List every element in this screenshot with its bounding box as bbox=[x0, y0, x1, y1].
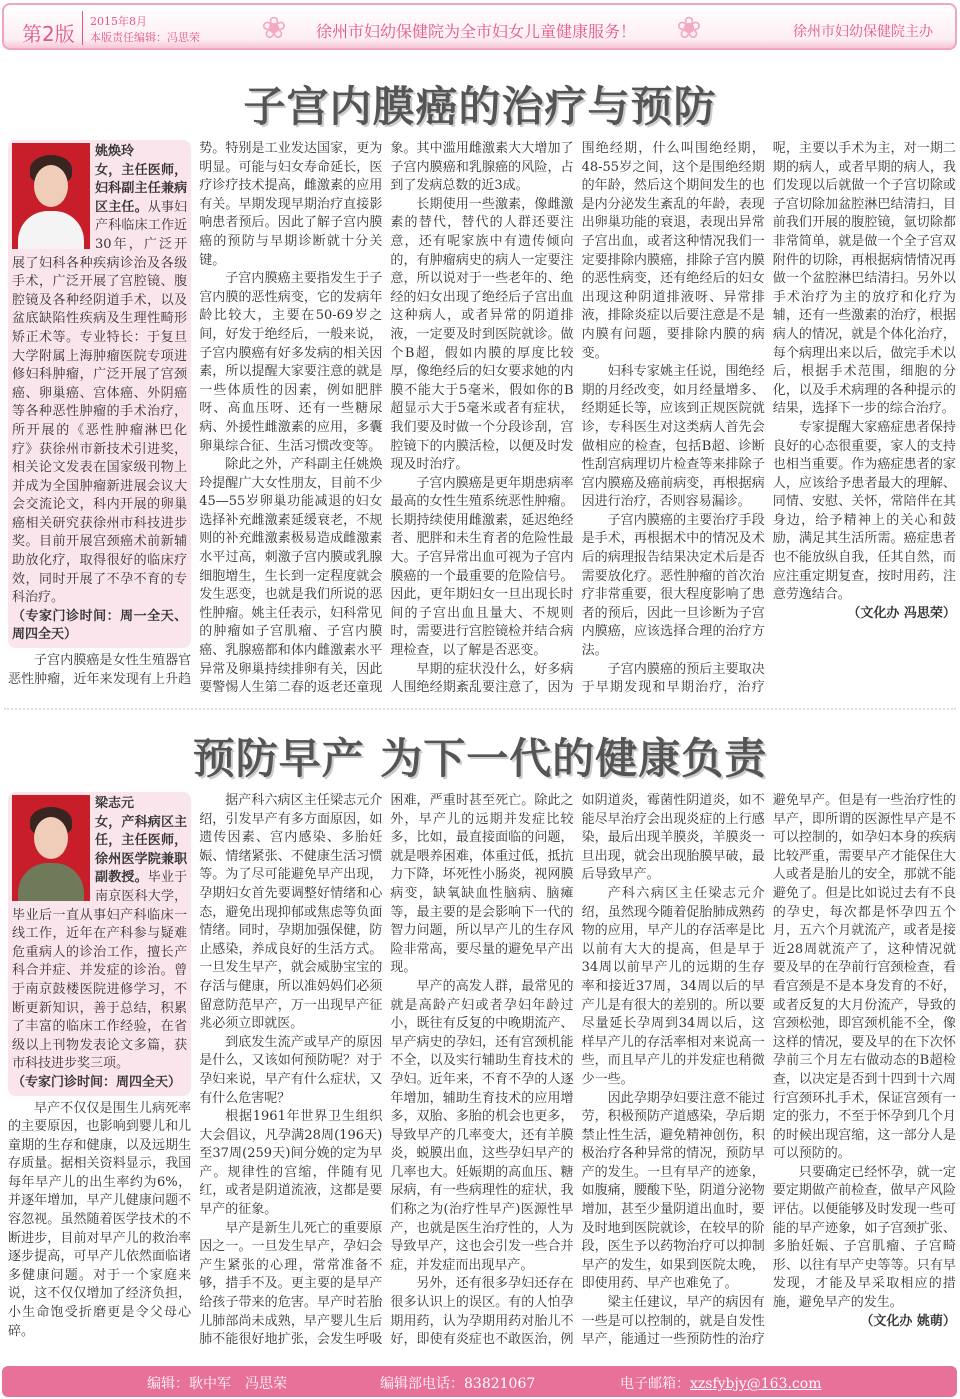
masthead bbox=[2, 3, 957, 50]
expert-name: 姚焕玲 bbox=[95, 144, 135, 159]
responsible-editor: 本版责任编辑：冯思荣 bbox=[90, 31, 200, 44]
email-link[interactable]: xzsfybjy@163.com bbox=[690, 1376, 822, 1392]
slogan: 徐州市妇幼保健院为全市妇女儿童健康服务！ bbox=[316, 22, 637, 41]
expert-name: 梁志元 bbox=[95, 796, 135, 811]
paragraph: 子宫内膜癌主要指发生于子宫内膜的恶性病变，它的发病年龄比较大，主要在50-69岁之间，好发于绝经后，一般来说，子宫内膜癌有好多发病的相关因素，所以提醒大家要注意的就是一些体质性的因素，例如肥胖呀、高血压呀、还有一些糖尿病、外援性雌激素的应用，多囊卵巢综合征、生活习惯改变等。 bbox=[199, 271, 383, 454]
footer-phone: 编辑部电话：83821067 bbox=[380, 1376, 536, 1392]
paragraph: 早产是新生儿死亡的重要原因之一。一旦发生早产，孕妇会产生紧张的心理，常常准备不够，措手不及。更主要的是早产给孩子带来的危害。早产时若胎儿肺部尚未成熟，早产婴儿生后肺不能很好地扩张，会发生呼吸困难，严重时甚至死亡。除此之外，早产儿的远期并发症比较多，比如，最直接面临的问题，就是喂养困难，体重过低，抵抗力下降，坏死性小肠炎，视网膜病变，缺氧缺血性脑病、脑瘫等，最主要的是会影响下一代的智力问题，所以早产儿的生存风险非常高，要尽量的避免早产出现。 bbox=[199, 793, 574, 1348]
paragraph: 早产的高发人群，最常见的就是高龄产妇或者孕妇年龄过小，既往有反复的中晚期流产、早产病史的孕妇，还有宫颈机能不全，以及实行辅助生育技术的孕妇。近年来，不育不孕的人逐年增加，辅助生育技术的应用增多，双胎、多胎的机会也更多，导致早产的几率变大，还有羊膜炎，蜕膜出血，这些孕妇早产的几率也大。妊娠期的高血压、糖尿病，有一些病理性的症状，我们称之为(治疗性早产)医源性早产，也就是医生治疗性的，人为导致早产，这也会引发一些合并症，并发症而出现早产。 bbox=[390, 978, 574, 1273]
paragraph: 子宫内膜癌的主要治疗手段是手术，再根据术中的情况及术后的病理报告结果决定术后是否需要放化疗。恶性肿瘤的首次治疗非常重要，很大程度影响了患者的预后，因此一旦诊断为子宫内膜癌，应该选择合理的治疗方法。 bbox=[581, 512, 765, 659]
sponsor: 徐州市妇幼保健院主办 bbox=[793, 24, 933, 40]
paragraph: 专家提醒大家癌症患者保持良好的心态很重要，家人的支持也相当重要。作为癌症患者的家人，应该给予患者最大的理解、同情、安慰、关怀，常陪伴在其身边，给予精神上的关心和鼓励，满足其生活所需。癌症患者也不能放纵自我，任其自然，而应注重定期复查，按时用药，注意劳逸结合。 bbox=[772, 419, 956, 603]
paragraph: 产科六病区主任梁志元介绍，虽然现今随着促胎肺成熟药物的应用，早产儿的存活率是比以前有大大的提高，但是早于34周以前早产儿的远期的生存率和接近37周，34周以后的早产儿是有很大的差别的。所以要尽量延长孕周到34周以后，这样早产儿的存活率相对来说高一些，而且早产儿的并发症也稍微少一些。 bbox=[581, 885, 765, 1087]
paragraph: 早期的症状没什么，好多病人围绝经期紊乱要注意了，因为围绝经期，什么叫围绝经期，48-55岁之间，这个是围绝经期的年龄，然后这个期间发生的也是内分泌发生紊乱的年龄，表现出卵巢功能的衰退，表现出异常子宫出血，或者这种情况我们一定要排除内膜癌，排除子宫内膜的恶性病变，还有绝经后的妇女出现这种阴道排液呀、异常排液，排除炎症以后要注意是不是内膜有问题，要排除内膜的病变。 bbox=[390, 141, 765, 696]
paragraph: 因此孕期孕妇要注意不能过劳，积极预防产道感染，孕后期禁止性生活，避免精神创伤，积极治疗各种异常的情况，预防早产的发生。一旦有早产的迹象，如腹痛，腰酸下坠，阴道分泌物增加，甚至少量阴道出血时，要及时地到医院就诊，在较早的阶段，医生予以药物治疗可以抑制早产的发生，如果到医院太晚，即使用药、早产也难免了。 bbox=[581, 1090, 765, 1292]
clinic-hours: （专家门诊时间：周一全天、周四全天） bbox=[12, 608, 188, 643]
footer-bar bbox=[2, 1366, 957, 1397]
article2-title: 预防早产 为下一代的健康负责 bbox=[192, 734, 768, 783]
expert-bio bbox=[8, 140, 191, 648]
section-divider bbox=[4, 708, 956, 710]
issue-date: 2015年8月 bbox=[90, 15, 147, 28]
paragraph: 妇科专家姚主任说，围绝经期的月经改变，如月经量增多、经期延长等，应该到正规医院就诊，专科医生对这类病人首先会做相应的检查，包括B超、诊断性刮宫病理切片检查等来排除子宫内膜癌及癌前病变，再根据病因进行治疗，否则容易漏诊。 bbox=[581, 364, 765, 510]
expert-photo bbox=[12, 143, 90, 249]
paragraph: 子宫内膜癌是更年期患病率最高的女性生殖系统恶性肿瘤。长期持续使用雌激素，延迟绝经者、肥胖和未生育者的危险性最大。子宫异常出血可视为子宫内膜癌的一个最重要的危险信号。因此，更年期妇女一旦出现长时间的子宫出血且量大、不规则时，需要进行宫腔镜检并结合病理检查，以了解是否恶变。 bbox=[390, 475, 574, 659]
footer-email bbox=[620, 1373, 821, 1393]
expert-bio bbox=[8, 792, 191, 1096]
expert-title: 女，产科病区主任，主任医师，徐州医学院兼职副教授。 bbox=[95, 814, 188, 886]
byline: （文化办 冯思荣） bbox=[847, 605, 956, 621]
paragraph: 梁主任建议，早产的病因有一些是可以控制的，就是自发性早产，能通过一些预防性的治疗避免早产。但是有一些治疗性的早产，即所谓的医源性早产是不可以控制的，如孕妇本身的疾病比较严重，需要早产才能保住大人或者是胎儿的安全，那就不能避免了。但是比如说过去有不良的孕史，每次都是怀孕四五个月，五六个月就流产，或者是接近28周就流产了，这种情况就要及早的在孕前行宫颈检查，看看宫颈是不是本身发育的不好，或者反复的大月份流产，导致的宫颈松弛，即宫颈机能不全，像这样的情况，要及早的在下次怀孕前三个月左右做动态的B超检查，以决定是否到十四到十六周行宫颈环扎手术，保证宫颈有一定的张力，不至于怀孕到几个月的时候出现宫缩，这一部分人是可以预防的。 bbox=[581, 793, 956, 1348]
expert-description: 从事妇产科临床工作近30年，广泛开展了妇科各种疾病诊治及各级手术，广泛开展了宫腔镜、腹腔镜及各种经阴道手术，以及盆底缺陷性疾病及生理性畸形矫正术等。专业特长：于复旦大学附属上海肿瘤医院专项进修妇科肿瘤，广泛开展了宫颈癌、卵巢癌、宫体癌、外阴癌等各种恶性肿瘤的手术治疗，所开展的《恶性肿瘤淋巴化疗》获徐州市新技术引进奖，相关论文发表在国家级刊物上并成为全国肿瘤新进展会议大会交流论文，科内开展的卵巢癌相关研究获徐州市科技进步奖。目前开展宫颈癌术前新辅助放化疗，取得很好的临床疗效，同时开展了不孕不育的专科治疗。 bbox=[12, 199, 188, 606]
cartoon-mother-child-icon: ❀ bbox=[676, 11, 702, 46]
divider bbox=[82, 11, 83, 45]
paragraph: 早产不仅仅是围生儿病死率的主要原因，也影响到婴儿和儿童期的生存和健康，以及远期生存质量。据相关资料显示，我国每年早产儿的出生率约为6%，并逐年增加，早产儿健康问题不容忽视。虽然随着医学技术的不断进步，目前对早产儿的救治率逐步提高，可早产儿依然面临诸多健康问题。对于一个家庭来说，这不仅仅增加了经济负担，小生命饱受折磨更是令父母心碎。 bbox=[8, 1100, 192, 1339]
paragraph: 长期使用一些激素，像雌激素的替代，替代的人群还要注意，还有呢家族中有遗传倾向的，有肿瘤病史的病人一定要注意，所以说对于一些老年的、绝经的妇女出现了绝经后子宫出血这种病人，或者异常的阴道排液，一定要及时到医院就诊。做个B超，假如内膜的厚度比较厚，像绝经后的妇女要求她的内膜不能大于5毫米，假如你的B超显示大于5毫米或者有症状，我们要及时做一个分段诊刮，宫腔镜下的内膜活检，以便及时发现及时治疗。 bbox=[390, 196, 574, 473]
expert-description: 毕业于南京医科大学，毕业后一直从事妇产科临床一线工作，近年在产科参与疑难危重病人的诊治工作，擅长产科合并症、并发症的诊治。曾于南京鼓楼医院进修学习，不断更新知识，善于总结，积累了丰富的临床工作经验，在省级以上刊物发表论文多篇，获市科技进步奖三项。 bbox=[12, 870, 188, 1072]
paragraph: 据产科六病区主任梁志元介绍，引发早产有多方面原因，如遗传因素、宫内感染、多胎妊娠、情绪紧张、不健康生活习惯等。为了尽可能避免早产出现，孕期妇女首先要调整好情绪和心态，避免出现抑郁或焦虑等负面情绪。同时，孕期加强保健，防止感染，养成良好的生活方式。一旦发生早产，就会威胁宝宝的存活与健康，所以准妈妈们必须留意防范早产，万一出现早产征兆必须立即就医。 bbox=[199, 793, 383, 1032]
paragraph: 除此之外，产科副主任姚焕玲提醒广大女性朋友，目前不少45—55岁卵巢功能减退的妇女选择补充雌激素延缓衰老，不规则的补充雌激素极易造成雌激素水平过高，刺激子宫内膜或乳腺细胞增生，生长到一定程度就会发生恶变，也就是我们所说的恶性肿瘤。姚主任表示，妇科常见的肿瘤如子宫肌瘤、子宫内膜癌、乳腺癌都和体内雌激素水平异常及卵巢持续排卵有关，因此要警惕人生第二春的返老还童现象。其中滥用雌激素大大增加了子宫内膜癌和乳腺癌的风险，占到了发病总数的近3成。 bbox=[199, 141, 574, 696]
paragraph: 根据1961年世界卫生组织大会倡议，凡孕满28周(196天)至37周(259天)间分娩的定为早产。规律性的宫缩，伴随有见红，或者是阴道流液，这都是要早产的征象。 bbox=[199, 1109, 383, 1218]
expert-title: 女，主任医师，妇科副主任兼病区主任。 bbox=[95, 162, 188, 215]
paragraph: 到底发生流产或早产的原因是什么，又该如何预防呢？对于孕妇来说，早产有什么症状，又有什么危害呢？ bbox=[199, 1034, 383, 1106]
expert-photo bbox=[12, 795, 90, 901]
byline: （文化办 姚萌） bbox=[860, 1313, 956, 1329]
edition-number: 第2版 bbox=[22, 22, 75, 46]
article2-body bbox=[8, 792, 956, 1364]
clinic-hours: （专家门诊时间：周四全天） bbox=[12, 1074, 182, 1090]
paragraph: 子宫内膜癌的预后主要取决于早期发现和早期治疗，治疗呢，主要以手术为主，对一期二期的病人，或者早期的病人，我们发现以后就做一个子宫切除或子宫切除加盆腔淋巴结清扫，目前我们开展的腹腔镜，氩切除都非常简单，就是做一个全子宫双附件的切除，再根据病情情况再做一个盆腔淋巴结清扫。另外以手术治疗为主的放疗和化疗为辅，还有一些激素的治疗，根据病人的情况，就是个体化治疗，每个病理出来以后，做完手术以后，根据手术范围，细胞的分化，以及手术病理的各种提示的结果，选择下一步的综合治疗。 bbox=[581, 141, 956, 696]
article1-body bbox=[8, 140, 956, 704]
paragraph: 子宫内膜癌是女性生殖器官恶性肿瘤，近年来发现有上升趋势。特别是工业发达国家，更为明显。可能与妇女寿命延长，医疗诊疗技术提高，雌激素的应用有关。早期发现早期治疗直接影响患者预后。因此了解子宫内膜癌的预防与早期诊断就十分关键。 bbox=[8, 141, 383, 687]
paragraph: 另外，还有很多孕妇还存在很多认识上的误区。有的人怕孕期用药，认为孕期用药对胎儿不好，即使有炎症也不敢医治，例如阴道炎，霉菌性阴道炎，如不能尽早治疗会出现炎症的上行感染，最后出现羊膜炎，羊膜炎一旦出现，就会出现胎膜早破，最后导致早产。 bbox=[390, 793, 765, 1348]
article1-title: 子宫内膜癌的治疗与预防 bbox=[243, 82, 717, 131]
cartoon-mother-child-icon: ❀ bbox=[261, 11, 287, 46]
paragraph: 只要确定已经怀孕，就一定要定期做产前检查，做早产风险评估。以便能够及时发现一些可能的早产迹象，如子宫颈扩张、多胎妊娠、子宫肌瘤、子宫畸形、以往有早产史等等。只有早发现，才能及早采取相应的措施，避免早产的发生。 bbox=[772, 1164, 956, 1311]
footer-editors: 编辑：耿中军 冯思荣 bbox=[147, 1376, 287, 1392]
email-label: 电子邮箱： bbox=[620, 1376, 690, 1392]
